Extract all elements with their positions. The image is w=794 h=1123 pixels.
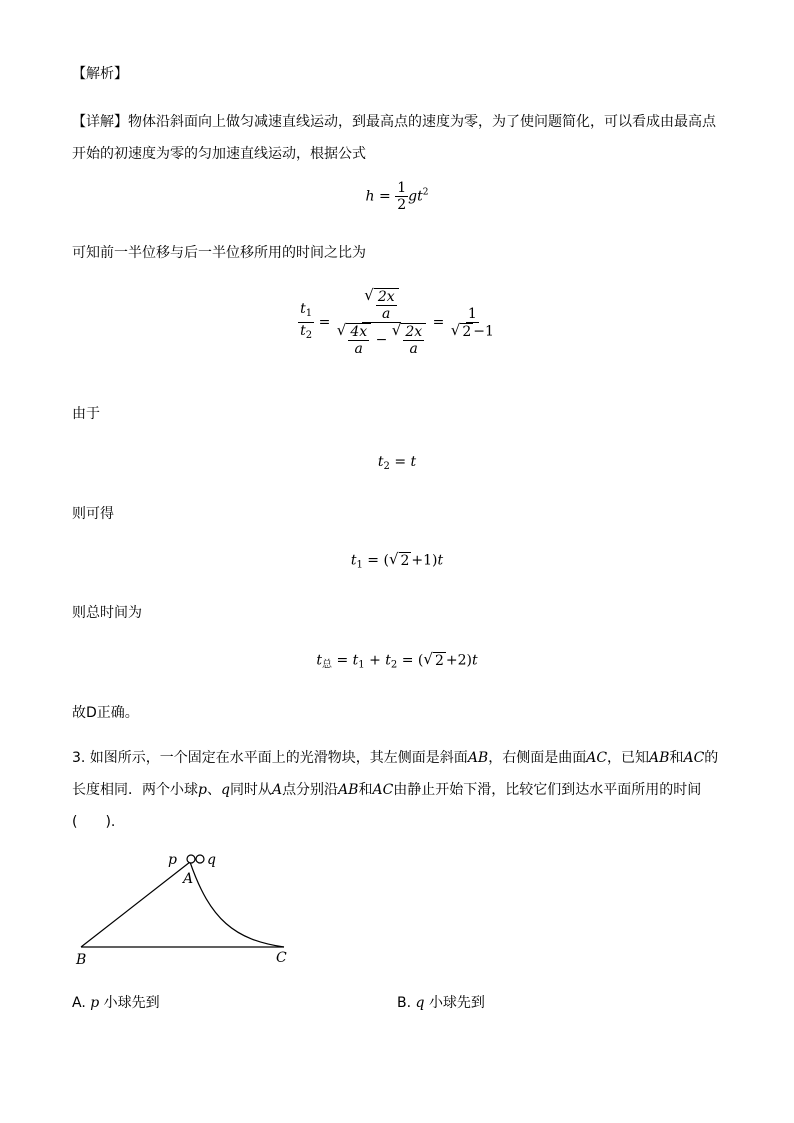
q-text-1e: 的 <box>704 750 719 766</box>
q-ab-1: AB <box>467 750 489 766</box>
eq2-b1-sqrt: √ $\frac{4x}{a}$ <box>337 323 371 357</box>
eq1-den: 2 <box>397 197 407 213</box>
since-sentence: 由于 <box>72 406 100 422</box>
question-line-1 <box>72 748 732 768</box>
eq3-rhs: t <box>410 454 417 470</box>
detail-line-1: 物体沿斜面向上做匀减速直线运动，到最高点的速度为零，为了使问题简化，可以看成由最高点 <box>128 114 716 130</box>
eq5-rhs: t <box>472 652 478 669</box>
eq2-b1-den: a <box>354 341 363 357</box>
eq2-s1: 1 <box>305 308 313 319</box>
ball-q <box>196 855 204 863</box>
eq4-rhs: t <box>437 552 444 569</box>
correct-text <box>72 703 732 723</box>
q-ab-2: AB <box>649 750 670 766</box>
option-a[interactable] <box>72 992 160 1012</box>
label-b: B <box>76 952 87 968</box>
eq2-result-rad: 2 <box>462 323 472 340</box>
eq5-rest: +2) <box>445 652 472 669</box>
option-b-letter: B. <box>397 995 412 1011</box>
eq1-equals: = <box>379 188 391 205</box>
q-dun: 、 <box>206 782 221 798</box>
q-text-2d: 和 <box>358 782 373 798</box>
eq4-t: t <box>350 552 357 569</box>
eq2-equals: = <box>318 314 331 331</box>
question-line-2 <box>72 780 732 800</box>
total-sentence: 则总时间为 <box>72 605 142 621</box>
eq5-p2s: 2 <box>390 659 398 671</box>
q-ab-3: AB <box>338 782 359 798</box>
option-b-text: 小球先到 <box>428 995 485 1011</box>
eq1-num: 1 <box>397 180 407 196</box>
equation-t2 <box>0 454 794 472</box>
q-q: q <box>220 782 230 798</box>
equation-t1: $t_1$ = ( √ 2 +1)t <box>350 550 444 571</box>
correct-sentence: 故D正确。 <box>72 705 139 721</box>
q-text-1c: ，已知 <box>607 750 650 766</box>
eq5-s: 总 <box>321 659 332 671</box>
eq5-equals: = <box>336 652 349 669</box>
eq2-result: 1 √ 2 −1 <box>450 305 494 340</box>
eq4-equals: = ( <box>367 552 389 569</box>
eq2-b2-sqrt: √ $\frac{2x}{a}$ <box>392 323 426 357</box>
eq2-top-sqrt: √ $\frac{2x}{a}$ <box>364 288 398 322</box>
eq5-p1: t <box>352 652 359 669</box>
question-line-3 <box>72 812 732 832</box>
eq2-big-fraction <box>335 288 428 357</box>
q-text-1a: 3. 如图所示，一个固定在水平面上的光滑物块，其左侧面是斜面 <box>72 750 468 766</box>
total-text <box>72 603 732 623</box>
eq2-b2-num: 2x <box>405 324 423 340</box>
then-sentence: 则可得 <box>72 506 114 522</box>
eq4-rad: 2 <box>400 553 410 569</box>
q-ac-2: AC <box>683 750 705 766</box>
eq1-rhs: gt <box>408 188 423 205</box>
equation-total: $t_总 = t_1 + t_2$ = ( √ 2 +2)t <box>316 650 478 671</box>
eq2-t2: t <box>300 323 306 339</box>
eq2-top-num: 2x <box>377 289 395 305</box>
ratio-sentence: 可知前一半位移与后一半位移所用的时间之比为 <box>72 245 366 261</box>
eq3-s: 2 <box>383 461 390 472</box>
q-text-1d: 和 <box>669 750 684 766</box>
q-p: p <box>198 782 207 798</box>
equation-ratio <box>0 288 794 357</box>
label-a: A <box>183 871 194 887</box>
label-q: q <box>207 852 216 868</box>
eq4-rest: +1) <box>411 552 438 569</box>
option-a-letter: A. <box>72 995 86 1011</box>
eq2-result-rest: −1 <box>473 323 494 339</box>
incline-ab <box>81 862 190 947</box>
analysis-heading: 【解析】 <box>72 66 128 82</box>
label-c: C <box>276 950 287 966</box>
eq2-equals-b: = <box>432 314 445 331</box>
q-text-2b: 同时从 <box>229 782 272 798</box>
detail-paragraph <box>72 112 732 164</box>
eq1-lhs: h <box>365 188 375 205</box>
q-text-2a: 长度相同．两个小球 <box>72 782 198 798</box>
equation-h <box>0 180 794 213</box>
q-text-2c: 点分别沿 <box>282 782 339 798</box>
eq5-t: t <box>316 652 322 669</box>
eq2-t1: t <box>300 301 306 317</box>
incline-figure <box>60 845 320 975</box>
eq5-rad: 2 <box>434 653 444 669</box>
eq5-p2: t <box>385 652 391 669</box>
eq3-t: t <box>377 454 384 470</box>
eq4-s: 1 <box>356 559 363 571</box>
eq2-result-num: 1 <box>467 305 477 322</box>
since-text <box>72 404 732 424</box>
option-a-text: 小球先到 <box>103 995 160 1011</box>
label-p: p <box>168 852 177 868</box>
eq2-b2-den: a <box>409 341 418 357</box>
eq2-s2: 2 <box>305 330 313 341</box>
q-answer-blank: ( ). <box>72 814 116 830</box>
section-heading <box>72 64 732 84</box>
eq2-top-den: a <box>382 306 391 322</box>
eq2-minus: − <box>375 332 388 348</box>
eq2-t-ratio <box>298 301 314 344</box>
ratio-text <box>72 243 732 263</box>
then-text <box>72 504 732 524</box>
detail-tag: 【详解】 <box>72 114 128 130</box>
eq5-p1s: 1 <box>358 659 365 671</box>
ball-p <box>187 855 195 863</box>
q-text-2e: 由静止开始下滑，比较它们到达水平面所用的时间 <box>393 782 702 798</box>
eq3-equals: = <box>394 454 407 470</box>
eq5-equals-2: = ( <box>401 652 424 669</box>
q-ac-3: AC <box>372 782 394 798</box>
eq5-plus: + <box>369 652 381 669</box>
q-ac-1: AC <box>586 750 608 766</box>
option-a-var: p <box>90 995 100 1011</box>
option-b[interactable] <box>397 992 485 1012</box>
eq1-fraction <box>395 180 408 213</box>
eq2-b1-num: 4x <box>350 324 368 340</box>
option-b-var: q <box>415 995 425 1011</box>
question-3 <box>72 748 732 832</box>
q-A: A <box>271 782 283 798</box>
q-text-1b: ，右侧面是曲面 <box>488 750 587 766</box>
detail-line-2: 开始的初速度为零的匀加速直线运动，根据公式 <box>72 146 366 162</box>
eq1-exp: 2 <box>422 187 429 198</box>
curve-ac <box>190 862 284 947</box>
